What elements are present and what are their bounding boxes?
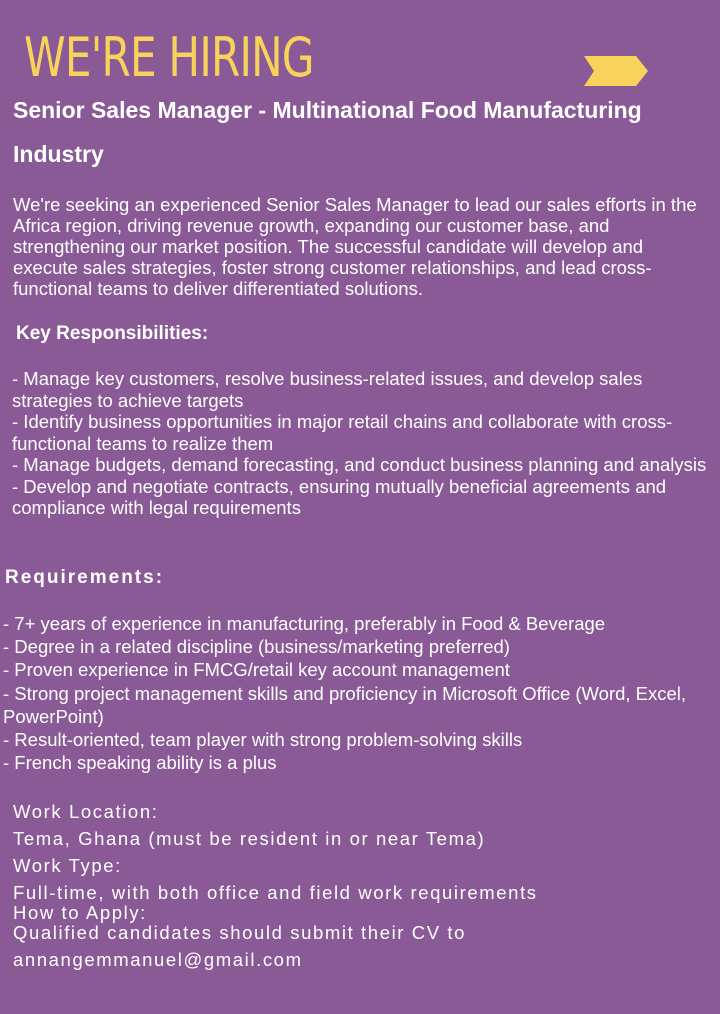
requirements-list xyxy=(3,612,715,774)
how-to-apply-label: How to Apply: xyxy=(13,902,147,923)
requirement-item: - French speaking ability is a plus xyxy=(3,752,277,774)
requirement-item: - Proven experience in FMCG/retail key account management xyxy=(3,659,510,681)
work-location-label: Work Location: xyxy=(13,801,159,822)
responsibilities-heading: Key Responsibilities: xyxy=(16,323,209,344)
how-to-apply-value: Qualified candidates should submit their CV to xyxy=(13,922,467,943)
requirement-item: - Result-oriented, team player with strong problem-solving skills xyxy=(3,729,523,751)
requirements-heading: Requirements: xyxy=(5,567,165,588)
chevron-arrow-right-icon xyxy=(584,56,648,86)
requirement-item: - 7+ years of experience in manufacturing, preferably in Food & Beverage xyxy=(3,613,606,634)
contact-email[interactable]: annangemmanuel@gmail.com xyxy=(13,949,303,970)
responsibility-item: - Manage budgets, demand forecasting, and conduct business planning and analysis xyxy=(12,454,707,475)
responsibilities-list xyxy=(12,368,714,519)
work-location-value: Tema, Ghana (must be resident in or near Tema) xyxy=(13,828,486,849)
responsibility-item: - Develop and negotiate contracts, ensuring mutually beneficial agreements and compliance with legal requirements xyxy=(12,475,667,518)
work-type-value: Full-time, with both office and field work requirements xyxy=(13,882,538,903)
responsibility-item: - Identify business opportunities in major retail chains and collaborate with cross-functional teams to realize them xyxy=(12,411,673,454)
job-intro: We're seeking an experienced Senior Sales Manager to lead our sales efforts in the Africa region, driving revenue growth, expanding our customer base, and strengthening our market position. The successful candidate will develop and execute sales strategies, foster strong customer relationships, and lead cross-functional teams to deliver differentiated solutions. xyxy=(13,194,697,299)
job-details xyxy=(13,798,713,973)
requirement-item: - Degree in a related discipline (business/marketing preferred) xyxy=(3,636,510,658)
responsibility-item: - Manage key customers, resolve business-related issues, and develop sales strategies to achieve targets xyxy=(12,368,643,411)
work-type-label: Work Type: xyxy=(13,855,122,876)
requirement-item: - Strong project management skills and proficiency in Microsoft Office (Word, Excel, PowerPoint) xyxy=(3,682,687,727)
hiring-headline: WE'RE HIRING xyxy=(24,26,314,89)
job-title: Senior Sales Manager - Multinational Food Manufacturing Industry xyxy=(13,97,642,167)
